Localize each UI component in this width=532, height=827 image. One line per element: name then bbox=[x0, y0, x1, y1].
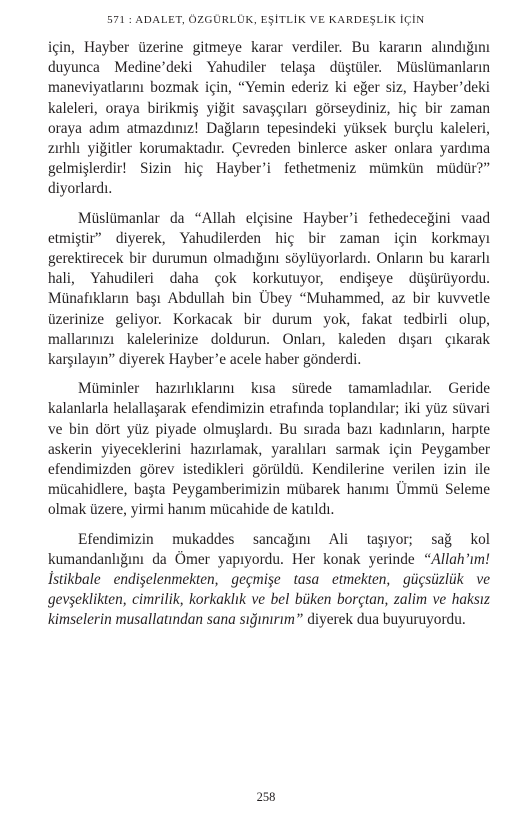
paragraph-3: Müminler hazırlıklarını kısa sürede tamamladılar. Geride kalanlarla helallaşarak efendimizin etrafında toplandılar; iki yüz süvari ve bin dört yüz piyade olmuşlardı. Bu sırada bazı kadınların, harpte askerin yiyeceklerini hazırlamak, yaralıları sarmak için Peygamber efendimizden görev istedikleri görüldü. Kendilerine verilen izin ile mücahidlere, başta Peygamberimizin mübarek hanımı Ümmü Seleme olmak üzere, yirmi hanım mücahide de katıldı. bbox=[48, 380, 490, 519]
paragraph-2: Müslümanlar da “Allah elçisine Hayber’i fethedeceğini vaad etmiştir” diyerek, Yahudilerden hiç bir zaman için korkmayı gerektirecek bir durumun olmadığını söylüyorlardı. Onların bu kararlı hali, Yahudileri daha çok korkutuyor, endişeye düşürüyordu. Münafıkların başı Abdullah bin Übey “Muhammed, az bir kuvvetle üzerinize geliyor. Korkacak bir durum yok, fakat tedbirli olup, mallarınızı kalelerinize doldurun. Onları, kaleden dışarı çıkarak karşılayın” diyerek Hayber’e acele haber gönderdi. bbox=[48, 209, 490, 369]
paragraph-4-tail: diyerek dua buyuruyordu. bbox=[303, 611, 466, 629]
paragraph-4 bbox=[48, 530, 490, 631]
paragraph-4-lead: Efendimizin mukaddes sancağını Ali taşıyor; sağ kol kumandanlığını da Ömer yapıyordu. Her konak yerinde bbox=[48, 530, 490, 568]
dua-quote: “Allah’ım! İstikbale endişelenmekten, geçmişe tasa etmekten, güçsüzlük ve gevşeklikten, cimrilik, korkaklık ve bel büken borçtan, zalim ve haksız kimselerin musallatından sana sığınırım” bbox=[48, 550, 490, 629]
paragraph-1: için, Hayber üzerine gitmeye karar verdiler. Bu kararın alındığını duyunca Medine’deki Yahudiler telaşa düştüler. Müslümanların maneviyatlarını bozmak için, “Yemin ederiz ki eğer siz, Hayber’deki kaleleri, oraya birikmiş yiğit savaşçıları görseydiniz, hiç bir zaman oraya adım atmazdınız! Dağların tepesindeki yüksek burçlu kaleleri, zırhlı yiğitler korumaktadır. Çevreden binlerce asker onlara yardıma gelmişlerdir! Sizin hiç Hayber’i fethetmeniz mümkün müdür?” diyorlardı. bbox=[48, 39, 490, 198]
page-number: 258 bbox=[256, 790, 276, 804]
running-header: 571 : ADALET, ÖZGÜRLÜK, EŞİTLİK VE KARDEŞLİK İÇİN bbox=[107, 14, 425, 26]
body-text bbox=[48, 38, 490, 640]
